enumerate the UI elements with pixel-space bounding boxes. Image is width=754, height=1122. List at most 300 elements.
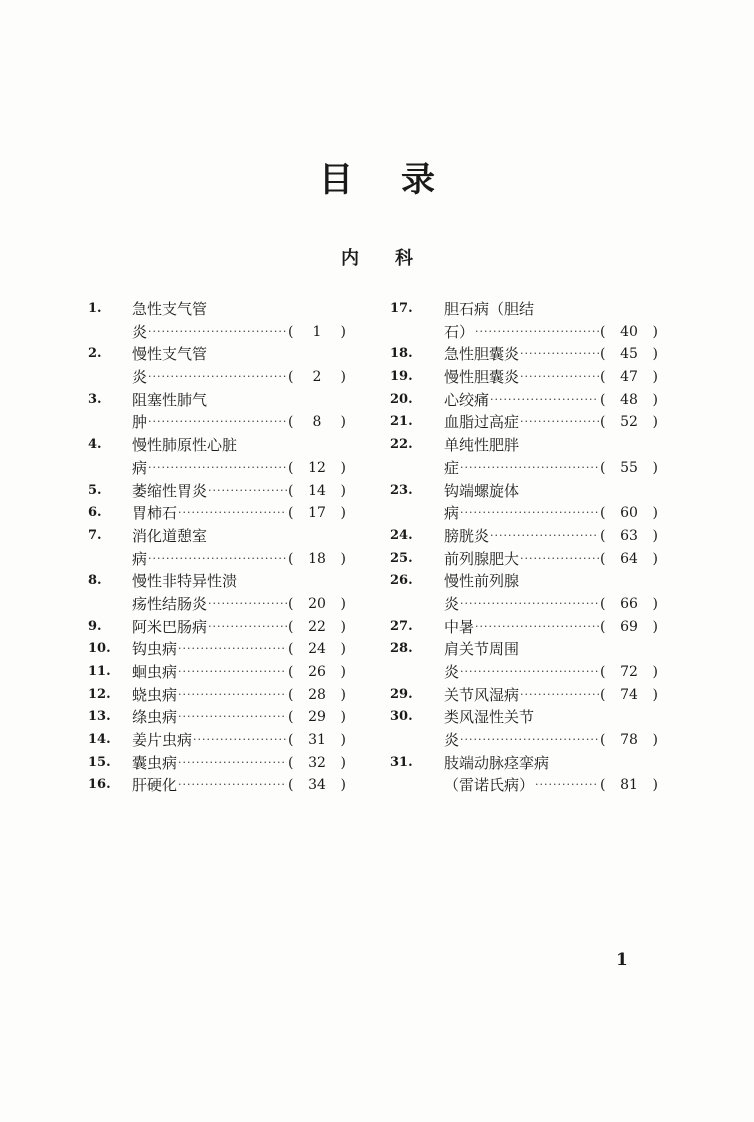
toc-entry <box>390 638 658 683</box>
paren-open: ( <box>288 595 294 612</box>
entry-page <box>288 411 346 434</box>
entry-title: 慢性前列腺 <box>444 572 520 591</box>
page-ref: 40 <box>620 323 638 340</box>
toc-line <box>88 684 346 707</box>
toc-line <box>390 480 658 503</box>
page-ref: 48 <box>620 391 638 408</box>
entry-title-continued: 病 <box>444 504 460 523</box>
entry-page <box>600 729 658 752</box>
toc-entry <box>88 638 346 661</box>
leader-dots <box>178 684 287 707</box>
toc-line <box>88 752 346 775</box>
entry-title-continued: 肿 <box>132 413 148 432</box>
entry-page <box>288 366 346 389</box>
paren-open: ( <box>288 777 294 794</box>
entry-number: 14. <box>88 732 111 748</box>
entry-title: 心绞痛 <box>444 390 490 409</box>
entry-title: 血脂过高症 <box>444 413 520 432</box>
entry-page <box>600 343 658 366</box>
toc-entry <box>390 525 658 548</box>
paren-open: ( <box>288 414 294 431</box>
toc-line <box>390 457 658 480</box>
page-ref: 34 <box>308 777 326 794</box>
toc-entry <box>390 548 658 571</box>
page-ref: 29 <box>308 709 326 726</box>
entry-number: 21. <box>390 414 413 430</box>
entry-page <box>600 616 658 639</box>
toc-line <box>390 752 658 775</box>
toc-entry <box>88 661 346 684</box>
entry-title: 关节风湿病 <box>444 685 520 704</box>
toc-line <box>390 389 658 412</box>
toc-entry <box>88 774 346 797</box>
toc-line <box>88 457 346 480</box>
page-ref: 18 <box>308 550 326 567</box>
paren-close: ) <box>652 459 658 476</box>
paren-close: ) <box>340 459 346 476</box>
paren-close: ) <box>340 618 346 635</box>
toc-line <box>390 321 658 344</box>
entry-number: 8. <box>88 573 102 589</box>
toc-entry <box>390 298 658 343</box>
entry-title: 急性支气管 <box>132 300 208 318</box>
paren-open: ( <box>600 323 606 340</box>
toc-line <box>390 525 658 548</box>
leader-dots <box>520 366 599 389</box>
entry-page <box>600 321 658 344</box>
entry-title-continued: 症 <box>444 458 460 477</box>
toc-line <box>390 570 658 593</box>
toc-left-column <box>88 298 346 797</box>
toc-entry <box>88 525 346 570</box>
toc-entry <box>88 752 346 775</box>
leader-dots <box>520 548 599 571</box>
entry-title: 慢性胆囊炎 <box>444 368 520 387</box>
leader-dots <box>460 593 599 616</box>
page-ref: 66 <box>620 595 638 612</box>
paren-close: ) <box>340 686 346 703</box>
paren-open: ( <box>600 777 606 794</box>
toc-line <box>88 570 346 593</box>
paren-close: ) <box>340 505 346 522</box>
entry-number: 17. <box>390 301 413 316</box>
leader-dots <box>208 616 287 639</box>
toc-entry <box>390 389 658 412</box>
paren-open: ( <box>288 505 294 522</box>
toc-line <box>390 684 658 707</box>
entry-number: 31. <box>390 754 413 770</box>
entry-number: 11. <box>88 664 111 679</box>
page-ref: 8 <box>312 414 322 431</box>
paren-close: ) <box>652 346 658 363</box>
paren-close: ) <box>340 414 346 431</box>
paren-close: ) <box>340 754 346 771</box>
page-ref: 63 <box>620 527 638 544</box>
toc-line <box>390 548 658 571</box>
paren-close: ) <box>652 777 658 794</box>
leader-dots <box>520 411 599 434</box>
page-ref: 64 <box>620 550 638 567</box>
toc-line <box>390 729 658 752</box>
leader-dots <box>460 502 599 525</box>
entry-title: 囊虫病 <box>132 753 178 772</box>
entry-title-continued: 石） <box>444 322 475 341</box>
leader-dots <box>148 366 287 389</box>
page-ref: 26 <box>308 664 326 680</box>
paren-open: ( <box>600 459 606 476</box>
entry-number: 3. <box>88 391 102 407</box>
paren-open: ( <box>600 391 606 408</box>
toc-line <box>390 366 658 389</box>
entry-page <box>288 661 346 684</box>
toc-line <box>390 298 658 321</box>
entry-number: 18. <box>390 346 413 362</box>
paren-close: ) <box>340 664 346 680</box>
toc-entry <box>390 684 658 707</box>
toc-entry <box>88 343 346 388</box>
leader-dots <box>178 638 287 661</box>
entry-title-continued: （雷诺氏病） <box>444 776 535 795</box>
leader-dots <box>148 411 287 434</box>
page-ref: 28 <box>308 686 326 703</box>
paren-close: ) <box>340 323 346 340</box>
section-heading: 内科 <box>341 248 449 269</box>
entry-title: 急性胆囊炎 <box>444 345 520 364</box>
entry-number: 2. <box>88 346 102 362</box>
entry-number: 1. <box>88 301 102 316</box>
entry-page <box>600 774 658 797</box>
page-ref: 24 <box>308 641 326 658</box>
toc-line <box>88 411 346 434</box>
entry-title: 绦虫病 <box>132 708 178 727</box>
entry-page <box>600 366 658 389</box>
paren-open: ( <box>288 732 294 749</box>
page-ref: 55 <box>620 459 638 476</box>
entry-page <box>288 480 346 503</box>
toc-line <box>88 343 346 366</box>
leader-dots <box>148 548 287 571</box>
entry-title: 阿米巴肠病 <box>132 617 208 636</box>
page-ref: 1 <box>312 323 322 340</box>
page-title: 目录 <box>319 160 483 200</box>
entry-title: 单纯性肥胖 <box>444 436 520 455</box>
toc-line <box>88 548 346 571</box>
paren-close: ) <box>652 664 658 680</box>
toc-line <box>88 706 346 729</box>
entry-title: 萎缩性胃炎 <box>132 481 208 500</box>
toc-line <box>88 616 346 639</box>
leader-dots <box>148 321 287 344</box>
entry-page <box>288 638 346 661</box>
paren-open: ( <box>288 709 294 726</box>
entry-page <box>600 389 658 412</box>
toc-line <box>88 525 346 548</box>
leader-dots <box>490 525 599 548</box>
entry-number: 9. <box>88 618 102 634</box>
entry-number: 13. <box>88 709 111 725</box>
paren-open: ( <box>600 505 606 522</box>
entry-page <box>288 502 346 525</box>
entry-title: 慢性非特异性溃 <box>132 572 238 591</box>
paren-open: ( <box>288 618 294 635</box>
entry-number: 27. <box>390 618 413 634</box>
paren-open: ( <box>288 686 294 703</box>
paren-close: ) <box>652 550 658 567</box>
entry-number: 22. <box>390 437 413 453</box>
entry-number: 4. <box>88 437 102 453</box>
entry-number: 10. <box>88 641 111 657</box>
leader-dots <box>208 480 287 503</box>
paren-open: ( <box>600 595 606 612</box>
toc-line <box>88 298 346 321</box>
entry-page <box>600 684 658 707</box>
entry-title-continued: 炎 <box>132 322 148 341</box>
entry-number: 5. <box>88 482 102 498</box>
entry-page <box>288 774 346 797</box>
entry-number: 6. <box>88 505 102 521</box>
toc-right-column <box>390 298 658 797</box>
leader-dots <box>520 684 599 707</box>
page-ref: 78 <box>620 732 638 749</box>
page-ref: 81 <box>620 777 638 794</box>
entry-title: 阻塞性肺气 <box>132 390 208 409</box>
paren-open: ( <box>600 732 606 749</box>
paren-open: ( <box>288 482 294 499</box>
page-ref: 17 <box>308 505 326 522</box>
entry-page <box>600 593 658 616</box>
toc-line <box>88 729 346 752</box>
entry-title-continued: 炎 <box>132 368 148 387</box>
paren-close: ) <box>340 369 346 386</box>
page-ref: 72 <box>620 664 638 680</box>
page-ref: 22 <box>308 618 326 635</box>
leader-dots <box>178 752 287 775</box>
paren-close: ) <box>652 414 658 431</box>
toc-line <box>88 389 346 412</box>
leader-dots <box>520 343 599 366</box>
paren-close: ) <box>340 777 346 794</box>
paren-close: ) <box>652 323 658 340</box>
leader-dots <box>490 389 599 412</box>
paren-close: ) <box>652 369 658 386</box>
entry-page <box>600 525 658 548</box>
entry-page <box>288 457 346 480</box>
paren-open: ( <box>600 369 606 386</box>
entry-title: 蛲虫病 <box>132 685 178 704</box>
entry-number: 30. <box>390 709 413 725</box>
paren-open: ( <box>600 618 606 635</box>
entry-title-continued: 病 <box>132 549 148 568</box>
toc-entry <box>88 616 346 639</box>
toc-line <box>88 502 346 525</box>
page-ref: 74 <box>620 686 638 703</box>
entry-title-continued: 病 <box>132 458 148 477</box>
toc-line <box>390 434 658 457</box>
page-number: 1 <box>616 950 628 970</box>
paren-close: ) <box>652 505 658 522</box>
entry-page <box>600 411 658 434</box>
paren-close: ) <box>652 618 658 635</box>
leader-dots <box>460 457 599 480</box>
page-ref: 69 <box>620 618 638 635</box>
paren-close: ) <box>652 595 658 612</box>
entry-title: 慢性支气管 <box>132 345 208 364</box>
leader-dots <box>178 774 287 797</box>
toc-line <box>390 638 658 661</box>
leader-dots <box>193 729 287 752</box>
toc-entry <box>88 684 346 707</box>
page-ref: 45 <box>620 346 638 363</box>
entry-page <box>288 752 346 775</box>
leader-dots <box>460 661 599 684</box>
entry-title: 胆石病（胆结 <box>444 300 535 318</box>
entry-title: 钩端螺旋体 <box>444 481 520 500</box>
paren-close: ) <box>340 641 346 658</box>
toc-entry <box>390 706 658 751</box>
toc-entry <box>88 706 346 729</box>
entry-page <box>288 706 346 729</box>
entry-title: 中暑 <box>444 617 475 636</box>
entry-page <box>288 616 346 639</box>
toc-entry <box>390 752 658 797</box>
entry-page <box>600 457 658 480</box>
toc-entry <box>88 434 346 479</box>
toc-line <box>88 366 346 389</box>
entry-page <box>288 729 346 752</box>
toc-line <box>390 411 658 434</box>
paren-open: ( <box>288 641 294 658</box>
toc-entry <box>88 570 346 615</box>
paren-open: ( <box>600 346 606 363</box>
page-ref: 47 <box>620 369 638 386</box>
entry-number: 12. <box>88 686 111 702</box>
paren-open: ( <box>600 550 606 567</box>
entry-title-continued: 炎 <box>444 594 460 613</box>
paren-open: ( <box>288 459 294 476</box>
toc-entry <box>88 298 346 343</box>
entry-title-continued: 炎 <box>444 731 460 750</box>
leader-dots <box>208 593 287 616</box>
toc-entry <box>390 480 658 525</box>
paren-close: ) <box>652 686 658 703</box>
paren-open: ( <box>600 686 606 703</box>
toc-line <box>390 616 658 639</box>
paren-close: ) <box>652 732 658 749</box>
page-ref: 32 <box>308 754 326 771</box>
entry-number: 25. <box>390 550 413 566</box>
leader-dots <box>535 774 599 797</box>
toc-entry <box>88 502 346 525</box>
entry-title: 胃柿石 <box>132 504 178 523</box>
paren-close: ) <box>652 391 658 408</box>
paren-open: ( <box>288 369 294 386</box>
toc-line <box>88 774 346 797</box>
entry-number: 23. <box>390 482 413 498</box>
toc-entry <box>88 480 346 503</box>
entry-number: 26. <box>390 573 413 589</box>
leader-dots <box>178 502 287 525</box>
toc-line <box>88 434 346 457</box>
entry-title: 慢性肺原性心脏 <box>132 436 238 455</box>
toc-entry <box>390 434 658 479</box>
toc-entry <box>390 343 658 366</box>
entry-title: 蛔虫病 <box>132 663 178 681</box>
entry-number: 7. <box>88 527 102 543</box>
entry-number: 19. <box>390 369 413 385</box>
page-ref: 2 <box>312 369 322 386</box>
paren-open: ( <box>288 754 294 771</box>
toc-line <box>390 593 658 616</box>
entry-number: 28. <box>390 641 413 657</box>
page-ref: 60 <box>620 505 638 522</box>
toc-line <box>390 661 658 684</box>
entry-number: 20. <box>390 391 413 407</box>
toc-entry <box>390 570 658 615</box>
entry-number: 29. <box>390 686 413 702</box>
page-ref: 14 <box>308 482 326 499</box>
paren-open: ( <box>288 664 294 680</box>
entry-number: 24. <box>390 527 413 543</box>
entry-number: 15. <box>88 754 111 770</box>
toc-line <box>88 321 346 344</box>
toc-line <box>88 593 346 616</box>
paren-open: ( <box>288 323 294 340</box>
toc-line <box>390 502 658 525</box>
entry-title: 姜片虫病 <box>132 731 193 750</box>
paren-open: ( <box>288 550 294 567</box>
leader-dots <box>178 706 287 729</box>
paren-open: ( <box>600 664 606 680</box>
toc-line <box>88 480 346 503</box>
paren-close: ) <box>340 732 346 749</box>
page-ref: 52 <box>620 414 638 431</box>
entry-title: 肢端动脉痉挛病 <box>444 753 550 772</box>
leader-dots <box>475 321 599 344</box>
entry-page <box>288 684 346 707</box>
entry-page <box>600 548 658 571</box>
page-ref: 20 <box>308 595 326 612</box>
paren-close: ) <box>340 709 346 726</box>
entry-title-continued: 疡性结肠炎 <box>132 594 208 613</box>
leader-dots <box>460 729 599 752</box>
leader-dots <box>148 457 287 480</box>
page-ref: 12 <box>308 459 326 476</box>
toc-line <box>390 343 658 366</box>
toc-line <box>88 661 346 684</box>
entry-title: 钩虫病 <box>132 640 178 659</box>
toc-line <box>390 706 658 729</box>
page-ref: 31 <box>308 732 326 749</box>
entry-title: 肝硬化 <box>132 776 178 795</box>
toc-entry <box>390 411 658 434</box>
entry-title: 前列腺肥大 <box>444 549 520 568</box>
entry-page <box>600 502 658 525</box>
paren-open: ( <box>600 527 606 544</box>
entry-title: 类风湿性关节 <box>444 708 535 727</box>
toc-entry <box>390 366 658 389</box>
entry-page <box>600 661 658 684</box>
toc-entry <box>390 616 658 639</box>
paren-close: ) <box>340 482 346 499</box>
toc-line <box>390 774 658 797</box>
paren-open: ( <box>600 414 606 431</box>
entry-page <box>288 593 346 616</box>
entry-page <box>288 548 346 571</box>
toc-entry <box>88 729 346 752</box>
entry-title: 消化道憩室 <box>132 526 208 545</box>
toc-entry <box>88 389 346 434</box>
entry-title: 膀胱炎 <box>444 526 490 545</box>
